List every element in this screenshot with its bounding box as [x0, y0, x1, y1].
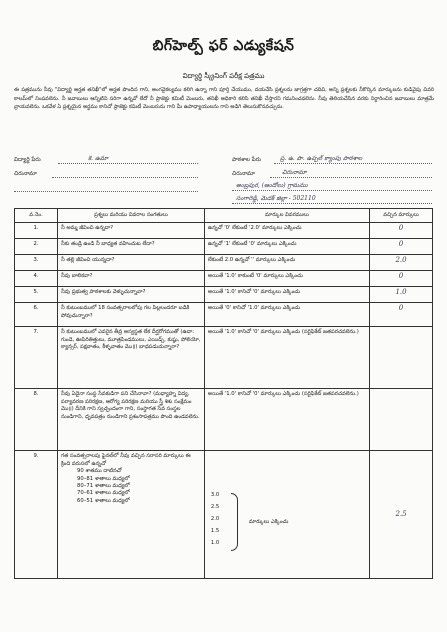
row-rule: ఉన్నచో '1' లేకుంటే '0' మార్కులు ఎక్కించు	[204, 239, 369, 255]
table-row	[15, 287, 433, 303]
row-mark-cell[interactable]	[370, 451, 433, 579]
student-name-label: విద్యార్థి పేరు	[14, 157, 41, 163]
row-number: 4.	[15, 271, 58, 287]
row-rule: ఉన్నచో '0' లేకుంటే '2.0' మార్కులు ఎక్కించు	[204, 223, 369, 239]
form-title: బిగ్‌హెల్ప్ ఫర్ ఎడ్యుకేషన్	[152, 38, 295, 54]
row-question: నీవు ప్రభుత్వ పాఠశాలకు వెళ్ళుచున్నావా?	[58, 287, 205, 303]
table-row	[15, 451, 433, 579]
row-rule: అయితే '0' కానిచో '1.0' మార్కులు ఎక్కించు	[204, 303, 369, 327]
row-number: 9.	[15, 451, 58, 579]
header-serial: వ.నెం.	[15, 209, 58, 223]
row-mark: 0	[398, 272, 404, 281]
scale-value: 2.5	[210, 504, 220, 511]
address-line-left	[52, 177, 198, 178]
row-rule: లేకుంటే 2.0 ఉన్నచో '' మార్కులు ఎక్కించు	[204, 255, 369, 271]
address-line-right-2	[232, 190, 432, 191]
grade-band: 80–71 శాతాలు మధ్యలో	[77, 483, 130, 490]
row-mark: 1.0	[395, 288, 407, 297]
row-mark-cell[interactable]	[370, 255, 433, 271]
address-line3-value: సంగారెడ్డి, మెదక్ జిల్లా - 502110	[236, 195, 316, 202]
row-mark: 0	[398, 240, 404, 249]
row-number: 8.	[15, 389, 58, 451]
row-mark-cell[interactable]	[370, 327, 433, 389]
table-row	[15, 255, 433, 271]
row-question: నీ కుటుంబములో ఎవరైన తీవ్ర అస్వస్థత లేక దీర్ఘరోగముతో (ఉదా: గుండె, ఊపిరితిత్తులు, మూత్రపిండములు, ఎయిడ్స్, కుష్ఠు, పోలియో, క్యాన్సర్, పక్షవాతం, కీళ్ళవాతం మొ॥) బాధపడుచున్నారా?	[58, 327, 205, 389]
header-mark-rules: మార్కుల వివరములు	[204, 209, 369, 223]
address-line2-value: అంబ్రపుర, (ఆందోలు) గ్రామము	[236, 182, 308, 189]
address-line-right	[270, 177, 432, 178]
instructions-paragraph: ఈ పత్రమును నీవు "విద్యార్థి అర్హత తనిఖీ"లో అర్హత పొందిన గాని, అంగవైకల్యము కలిగి ఉన్నా గాని పూర్తి చేయుము, దయచేసి ప్రశ్నలను జాగ్రత్తగా చదివి, అన్ని ప్రశ్నలకు నీకొర్కిన మార్కులను కుడివైపు చివరి కాలమ్‌లో నింపవలెను. నీ జవాబులు ఆన్నిటిని సరిగా ఉన్నవో లేదో నీ ప్రాజెక్టు కమిటీ మెంబరు, తనిఖీ అధికారి కలిసి తనిఖీ చేస్తారని గమనించవలెను. నీవు తెలియచేసిన వరకు నిర్ధారించిన జవాబులు మాత్రమే వ్రాయవలెను. ఒకవేళ ఏ ప్రశ్నయైన అర్థము కానిచో ప్రాజెక్టు కమిటీ మెంబరును గాని మీ ఉపాధ్యాయులను గాని అడిగి తెలుసుకొనవచ్చును.	[14, 87, 434, 111]
grade-band: 60–51 శాతాలు మధ్యలో	[77, 497, 130, 504]
row-mark: 2.0	[395, 256, 407, 265]
table-header-row	[15, 209, 433, 223]
student-name-value: కె. ఉమా	[88, 155, 109, 162]
school-name-line	[274, 163, 432, 164]
row-question: నీవు ఏదైనా సంస్థ సేవకుడిగా పని చేసినావా? (మధ్యాహ్న విద్య, పర్యావరణ పరిరక్షణ, ఆరోగ్య పరిరక్షణ మరియు స్త్రీ శిశు సంక్షేమం మొ॥) దీనికి గాని స్వచ్ఛందంగా గాని, సంస్థాగత సేవ సంస్థల నుండిగాని, ధృవపత్రం నుండిగాని ప్రశంసాపత్రము పొంది ఉండవలెను.	[58, 389, 205, 451]
row-question: గత సంవత్సరాలపు ఫైనల్‌లో నీవు వచ్చిన సరాసరి మార్కులు ఈ క్రింది వరుసలో ఉన్నచో	[61, 453, 191, 467]
row-mark: 2.5	[395, 510, 407, 519]
row-mark: 0	[398, 304, 404, 313]
row-number: 3.	[15, 255, 58, 271]
table-row	[15, 271, 433, 287]
table-row	[15, 239, 433, 255]
row-number: 6.	[15, 303, 58, 327]
row-mark-cell[interactable]	[370, 223, 433, 239]
row-mark-cell[interactable]	[370, 271, 433, 287]
row-rule: అయితే '1.0' కాకుంటే '0' మార్కులు ఎక్కించు	[204, 271, 369, 287]
grade-band: 90 శాతము దాటినచో	[77, 468, 122, 475]
row-rule: మార్కులు ఎక్కించు	[248, 519, 289, 526]
table-row	[15, 303, 433, 327]
row-mark-cell[interactable]	[370, 239, 433, 255]
table-row	[15, 223, 433, 239]
row-question: నీవు బాలికవా?	[58, 271, 205, 287]
scale-brace	[231, 493, 238, 551]
school-name-label: పాఠశాల పేరు	[232, 157, 261, 163]
scale-value: 2.0	[210, 516, 220, 523]
row-number: 5.	[15, 287, 58, 303]
screening-table	[14, 208, 433, 579]
row-question-cell	[58, 451, 205, 579]
row-number: 2.	[15, 239, 58, 255]
table-row	[15, 389, 433, 451]
row-mark-cell[interactable]	[370, 303, 433, 327]
form-subtitle: విద్యార్థి స్క్రీనింగ్ పరీక్ష పత్రము	[182, 72, 265, 80]
address-value: చిరునామా	[282, 169, 307, 176]
address-label-left: చిరునామా	[14, 171, 37, 177]
scale-value: 1.0	[210, 540, 220, 547]
scale-value: 1.5	[210, 528, 220, 535]
row-mark-cell[interactable]	[370, 287, 433, 303]
grade-band: 90–81 శాతాలు మధ్యలో	[77, 475, 130, 482]
grade-band: 70–61 శాతాలు మధ్యలో	[77, 490, 130, 497]
address-line-right-3	[232, 203, 432, 204]
address-label-right: చిరునామా	[232, 171, 255, 177]
school-name-value: ప్ర. ఉ. పా. ఉప్పల్ క్యాంపు పాఠశాల	[280, 155, 363, 162]
scale-value: 3.0	[210, 492, 220, 499]
row-rule-cell	[204, 451, 369, 579]
row-question: నీకు తండ్రి ఉండి నీ బాధ్యత వహించుట లేదా?	[58, 239, 205, 255]
header-marks-obtained: వచ్చిన మార్కులు	[370, 209, 433, 223]
grade-scale	[211, 489, 219, 549]
row-mark: 0	[398, 224, 404, 233]
row-question: నీ కుటుంబములో 18 సంవత్సరాలలోపు గల పిల్లలందరూ బడికి పోవుచున్నారా?	[58, 303, 205, 327]
table-row	[15, 327, 433, 389]
header-questions: ప్రశ్నలు మరియు వివరాల సంగతులు	[58, 209, 205, 223]
row-number: 1.	[15, 223, 58, 239]
row-number: 7.	[15, 327, 58, 389]
row-question: నీ తల్లి జీవించి యున్నదా?	[58, 255, 205, 271]
row-mark-cell[interactable]	[370, 389, 433, 451]
row-question: నీ అమ్మ జీవించి ఉన్నదా?	[58, 223, 205, 239]
row-rule: అయితే '1.0' కానిచో '0' మార్కులు ఎక్కించు	[204, 287, 369, 303]
row-rule: అయితే '1.0' కానిచో '0' మార్కులు ఎక్కించు (సర్టిఫికేట్ జతపరచవలెను.)	[204, 327, 369, 389]
student-name-line	[58, 163, 198, 164]
address-line-left-2	[14, 191, 198, 192]
row-rule: అయితే '1.0' కానిచో '0' మార్కులు ఎక్కించు (సర్టిఫికేట్ జతపరచవలెను.)	[204, 389, 369, 451]
